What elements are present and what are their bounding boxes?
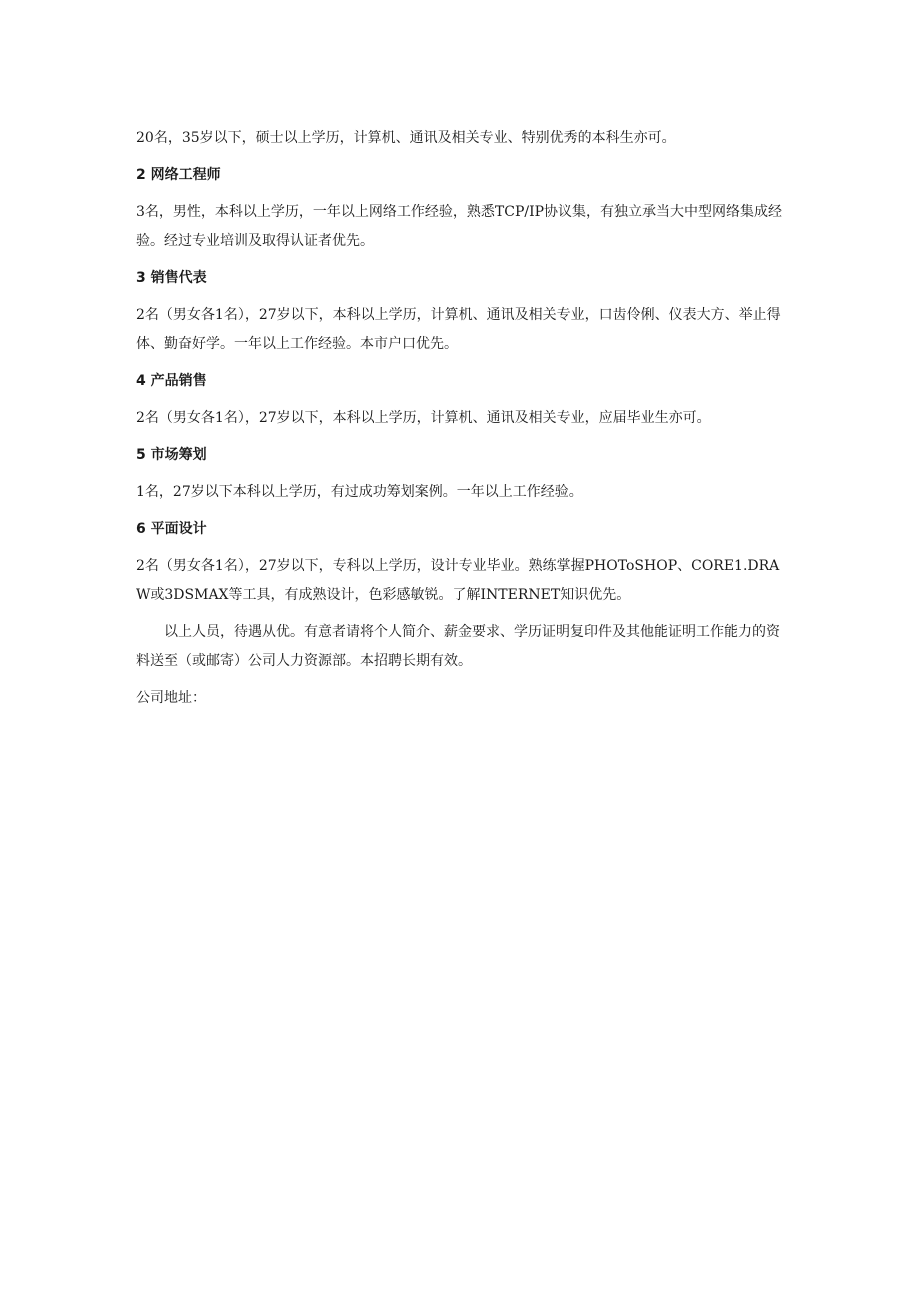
job-6-description: 2名（男女各1名），27岁以下，专科以上学历，设计专业毕业。熟练掌握PHOToSHOP、CORE1.DRAW或3DSMAX等工具，有成熟设计，色彩感敏锐。了解INTERNET知识优先。 xyxy=(136,558,780,603)
job-1-description: 20名，35岁以下，硕士以上学历，计算机、通讯及相关专业、特别优秀的本科生亦可。 xyxy=(136,130,676,146)
job-4-heading: 4 产品销售 xyxy=(136,373,207,389)
job-3-description: 2名（男女各1名），27岁以下，本科以上学历，计算机、通讯及相关专业，口齿伶俐、仪表大方、举止得体、勤奋好学。一年以上工作经验。本市户口优先。 xyxy=(136,307,781,352)
document-body xyxy=(136,124,786,721)
job-4-description: 2名（男女各1名），27岁以下，本科以上学历，计算机、通讯及相关专业，应届毕业生亦可。 xyxy=(136,410,711,426)
job-5-heading: 5 市场筹划 xyxy=(136,447,207,463)
job-2-description: 3名，男性，本科以上学历，一年以上网络工作经验，熟悉TCP/IP协议集，有独立承当大中型网络集成经验。经过专业培训及取得认证者优先。 xyxy=(136,204,783,249)
job-6-heading: 6 平面设计 xyxy=(136,521,207,537)
job-2-heading: 2 网络工程师 xyxy=(136,167,221,183)
application-instructions: 以上人员，待遇从优。有意者请将个人简介、薪金要求、学历证明复印件及其他能证明工作能力的资料送至（或邮寄）公司人力资源部。本招聘长期有效。 xyxy=(136,624,780,669)
job-3-heading: 3 销售代表 xyxy=(136,270,207,286)
company-address-label: 公司地址： xyxy=(136,690,206,706)
job-5-description: 1名，27岁以下本科以上学历，有过成功筹划案例。一年以上工作经验。 xyxy=(136,484,583,500)
